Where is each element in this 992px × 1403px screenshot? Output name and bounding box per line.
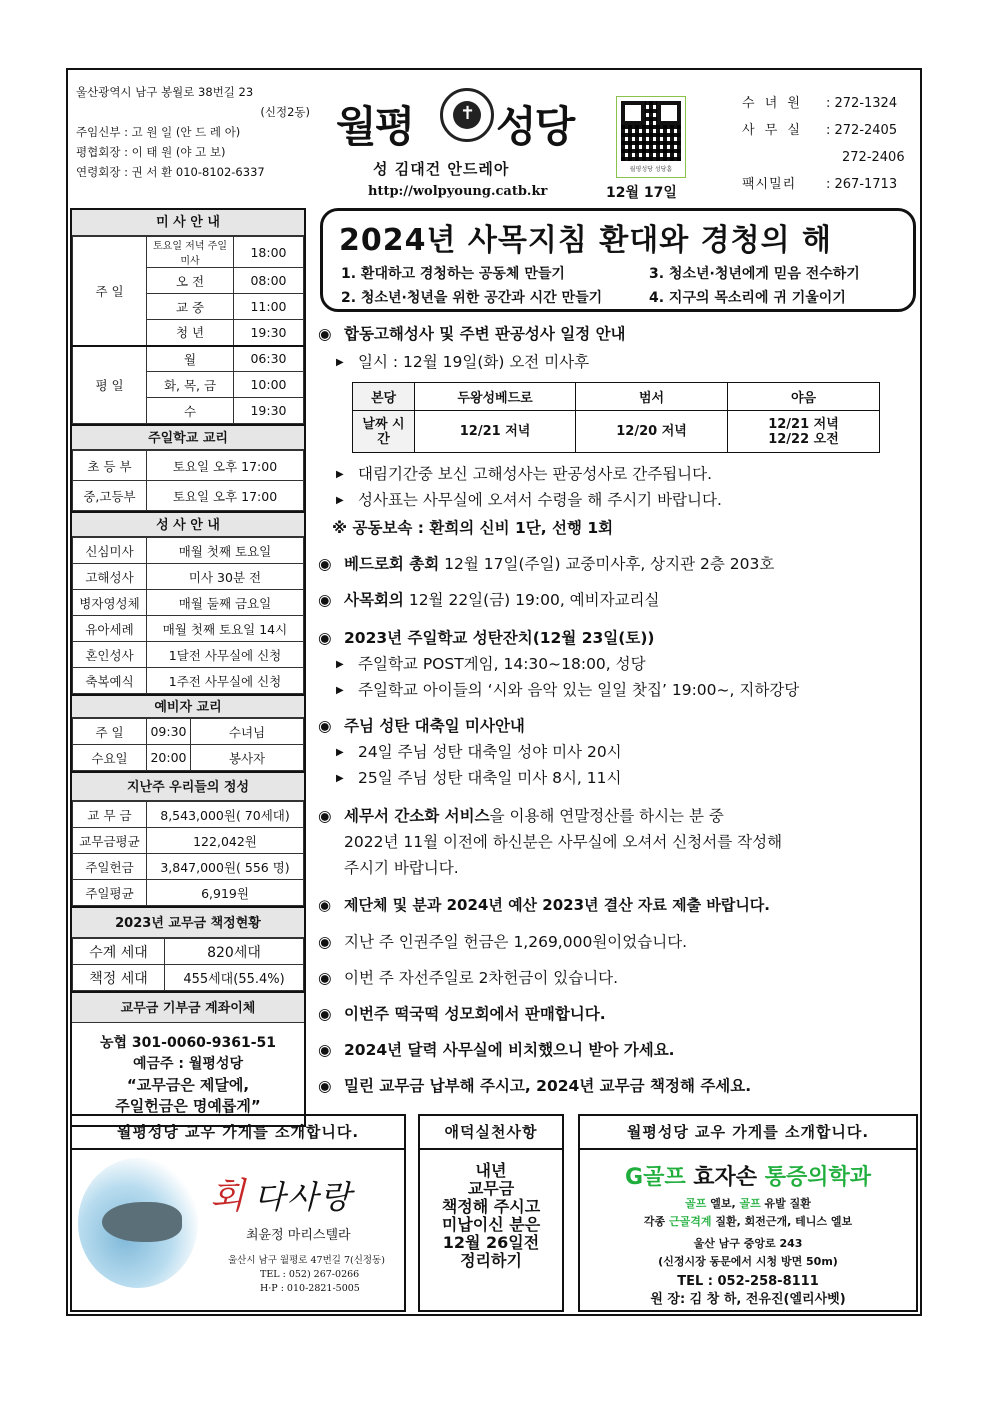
table-cell-line: 12/22 오전 bbox=[768, 431, 839, 447]
notice-bold: 사목회의 bbox=[344, 591, 404, 609]
bank-account: 농협 301-0060-9361-51 bbox=[100, 1035, 276, 1051]
notice-text: 합동고해성사 및 주변 판공성사 일정 안내 bbox=[344, 325, 626, 343]
notice-sub bbox=[336, 678, 799, 700]
shop1-name-a: 회 bbox=[210, 1176, 245, 1217]
notice-sub bbox=[336, 740, 622, 762]
offering-title: 지난주 우리들의 정성 bbox=[72, 771, 304, 801]
shop2-text: 유발 질환 bbox=[760, 1197, 811, 1210]
penance-note: ※ 공동보속 : 환희의 신비 1단, 선행 1회 bbox=[332, 519, 614, 537]
notice-item bbox=[318, 588, 660, 610]
shop2-text: 질환, 회전근개, 테니스 엘보 bbox=[711, 1215, 853, 1228]
shop2-highlight: 골프 bbox=[685, 1197, 707, 1210]
pastor: 주임신부 : 고 원 일 (안 드 레 아) bbox=[76, 125, 241, 139]
notice-sub-text: 24일 주님 성탄 대축일 성야 미사 20시 bbox=[358, 743, 622, 761]
contact-label bbox=[742, 144, 826, 171]
charity-line: 책정해 주시고 bbox=[441, 1197, 541, 1216]
contact-label: 팩시밀리 bbox=[742, 177, 797, 192]
notice-item bbox=[318, 966, 618, 988]
arrow-icon: ▶ bbox=[336, 495, 344, 506]
mass-time: 18:00 bbox=[234, 237, 304, 268]
table-cell-line: 12/21 저녁 bbox=[768, 416, 839, 432]
parish-address: 울산광역시 남구 봉월로 38번길 23 bbox=[76, 85, 254, 99]
sunday-school-title: 주일학교 교리 bbox=[72, 424, 304, 450]
offering-label: 교 무 금 bbox=[73, 802, 147, 828]
notice-text: 이번주 떡국떡 성모회에서 판매합니다. bbox=[344, 1005, 606, 1023]
offering-label: 교무금평균 bbox=[73, 828, 147, 854]
arrow-icon: ▶ bbox=[336, 357, 344, 368]
tithe-label: 수계 세대 bbox=[73, 939, 165, 965]
parish-logo bbox=[336, 88, 586, 158]
transfer-title: 교무금 기부금 계좌이체 bbox=[72, 991, 304, 1023]
church-seal-icon bbox=[440, 88, 494, 142]
mass-name: 오 전 bbox=[147, 268, 234, 294]
catechumen-time: 09:30 bbox=[147, 719, 191, 745]
catechumen-day: 주 일 bbox=[73, 719, 147, 745]
sunday-label: 주 일 bbox=[73, 237, 147, 346]
notice-text: 밀린 교무금 납부해 주시고, 2024년 교무금 책정해 주세요. bbox=[344, 1077, 752, 1095]
header-info bbox=[76, 82, 326, 182]
shop1-contact bbox=[228, 1254, 385, 1296]
notice-bold: 베드로회 총회 bbox=[344, 555, 440, 573]
fish-icon bbox=[102, 1202, 182, 1242]
bulletin-frame bbox=[66, 68, 922, 1316]
catechumen-teacher: 수녀님 bbox=[191, 719, 304, 745]
notice-sub-text: 성사표는 사무실에 오셔서 수령을 해 주시기 바랍니다. bbox=[358, 491, 722, 509]
notice-item bbox=[318, 322, 626, 344]
shop2-name-a: G골프 bbox=[625, 1165, 686, 1190]
notice-sub bbox=[336, 488, 722, 510]
bullet-icon: ◉ bbox=[318, 555, 332, 573]
notice-sub bbox=[336, 462, 712, 484]
bullet-icon: ◉ bbox=[318, 629, 332, 647]
sunday-school-table bbox=[72, 450, 304, 511]
bullet-icon: ◉ bbox=[318, 1041, 332, 1059]
shop-ad-header: 월평성당 교우 가게를 소개합니다. bbox=[72, 1116, 404, 1150]
sacrament-name: 혼인성사 bbox=[73, 642, 147, 668]
charity-line: 미납이신 분은 bbox=[441, 1215, 541, 1234]
mass-time: 06:30 bbox=[234, 346, 304, 372]
table-header: 두왕성베드로 bbox=[415, 383, 576, 411]
parish-url[interactable]: http://wolpyoung.catb.kr bbox=[368, 184, 548, 199]
weekday-label: 평 일 bbox=[73, 346, 147, 424]
notice-sub bbox=[336, 652, 646, 674]
school-group: 중,고등부 bbox=[73, 481, 147, 511]
shop1-name-b: 다사랑 bbox=[254, 1178, 353, 1216]
mass-schedule-title: 미 사 안 내 bbox=[72, 210, 304, 236]
tithe-value: 820세대 bbox=[165, 939, 304, 965]
shop2-highlight: 근골격계 bbox=[669, 1215, 712, 1228]
catechumen-teacher: 봉사자 bbox=[191, 745, 304, 771]
notice-item bbox=[318, 1038, 675, 1060]
sacrament-info: 매월 첫째 토요일 bbox=[147, 538, 304, 564]
tithe-label: 책정 세대 bbox=[73, 965, 165, 991]
charity-text bbox=[420, 1150, 562, 1270]
offering-value: 122,042원 bbox=[147, 828, 304, 854]
tithe-title: 2023년 교무금 책정현황 bbox=[72, 906, 304, 938]
shop2-line2 bbox=[580, 1213, 916, 1231]
mass-name: 교 중 bbox=[147, 294, 234, 320]
qr-caption: 월평성당 성당홈 bbox=[629, 166, 673, 173]
mass-name: 청 년 bbox=[147, 320, 234, 346]
notice-item bbox=[318, 552, 774, 574]
school-group: 초 등 부 bbox=[73, 451, 147, 481]
notice-item bbox=[318, 714, 525, 736]
table-cell: 12/20 저녁 bbox=[576, 411, 728, 453]
parish-name-part1: 월평 bbox=[336, 102, 414, 151]
bullet-icon: ◉ bbox=[318, 933, 332, 951]
notice-item bbox=[318, 894, 770, 915]
bullet-icon: ◉ bbox=[318, 325, 332, 343]
qr-code-icon bbox=[621, 101, 681, 161]
charity-line: 내년 bbox=[475, 1161, 507, 1180]
catechumen-table bbox=[72, 718, 304, 771]
bullet-icon: ◉ bbox=[318, 717, 332, 735]
contact-row bbox=[742, 90, 912, 117]
notice-text: 2023년 주일학교 성탄잔치(12월 23일(토)) bbox=[344, 629, 655, 647]
sacrament-name: 축복예식 bbox=[73, 668, 147, 694]
shop1-tel: TEL : 052) 267-0266 bbox=[260, 1269, 360, 1280]
sacrament-title: 성 사 안 내 bbox=[72, 511, 304, 537]
notice-item bbox=[318, 1002, 606, 1024]
offering-label: 주일평균 bbox=[73, 880, 147, 906]
notice-item bbox=[318, 930, 687, 952]
slogan-line2: 주일헌금은 명예롭게” bbox=[115, 1097, 261, 1115]
parish-name-part2: 성당 bbox=[496, 102, 574, 151]
bullet-icon: ◉ bbox=[318, 896, 332, 914]
offering-value: 8,543,000원( 70세대) bbox=[147, 802, 304, 828]
shop2-name-c: 통증의학과 bbox=[764, 1165, 871, 1190]
notice-text: 12월 22일(금) 19:00, 예비자교리실 bbox=[403, 591, 660, 609]
notice-text: 지난 주 인권주일 헌금은 1,269,000원이었습니다. bbox=[344, 933, 688, 951]
shop2-text: 각종 bbox=[643, 1215, 669, 1228]
theme-goal-1: 1. 환대하고 경청하는 공동체 만들기 bbox=[341, 266, 565, 282]
mass-time: 11:00 bbox=[234, 294, 304, 320]
contact-value: : 267-1713 bbox=[826, 177, 898, 192]
shop2-address: 울산 남구 중앙로 243 bbox=[693, 1237, 803, 1250]
shop1-hp: H·P : 010-2821-5005 bbox=[260, 1283, 360, 1294]
shop-ad-1 bbox=[70, 1114, 406, 1312]
table-cell: 12/21 저녁 bbox=[415, 411, 576, 453]
notice-continued: 주시기 바랍니다. bbox=[344, 859, 459, 877]
arrow-icon: ▶ bbox=[336, 685, 344, 696]
mass-time: 19:30 bbox=[234, 398, 304, 424]
bullet-icon: ◉ bbox=[318, 1077, 332, 1095]
shop2-content bbox=[580, 1160, 916, 1309]
shop-ad-header: 월평성당 교우 가게를 소개합니다. bbox=[580, 1116, 916, 1150]
mass-time: 08:00 bbox=[234, 268, 304, 294]
theme-title: 2024년 사목지침 환대와 경청의 해 bbox=[339, 223, 833, 258]
notice-item bbox=[318, 1074, 751, 1096]
notice-text: 12월 17일(주일) 교중미사후, 상지관 2층 203호 bbox=[439, 555, 775, 573]
parish-address-sub: (신정2동) bbox=[260, 105, 310, 119]
arrow-icon: ▶ bbox=[336, 469, 344, 480]
sacrament-info: 1주전 사무실에 신청 bbox=[147, 668, 304, 694]
notice-sub-text: 대림기간중 보신 고해성사는 판공성사로 간주됩니다. bbox=[358, 465, 713, 483]
shop2-doctor: 원 장: 김 창 하, 전유진(엘리사벳) bbox=[650, 1292, 846, 1307]
contact-value: : 272-2405 bbox=[826, 123, 898, 138]
offering-table bbox=[72, 801, 304, 906]
notice-sub-text: 25일 주님 성탄 대축일 미사 8시, 11시 bbox=[358, 769, 622, 787]
mass-time: 10:00 bbox=[234, 372, 304, 398]
bullet-icon: ◉ bbox=[318, 807, 332, 825]
notice-continued: 2022년 11월 이전에 하신분은 사무실에 오셔서 신청서를 작성해 bbox=[344, 833, 783, 851]
sacrament-name: 신심미사 bbox=[73, 538, 147, 564]
tithe-table bbox=[72, 938, 304, 991]
notice-sub-text: 주일학교 POST게임, 14:30~18:00, 성당 bbox=[358, 655, 646, 673]
arrow-icon: ▶ bbox=[336, 773, 344, 784]
account-holder: 예금주 : 월평성당 bbox=[132, 1056, 243, 1072]
school-time: 토요일 오후 17:00 bbox=[147, 451, 304, 481]
notice-text: 이번 주 자선주일로 2차헌금이 있습니다. bbox=[344, 969, 619, 987]
theme-goal-2: 2. 청소년·청년을 위한 공간과 시간 만들기 bbox=[341, 290, 603, 306]
confession-schedule-table bbox=[352, 382, 880, 453]
sidebar bbox=[70, 208, 306, 1127]
table-cell bbox=[728, 411, 880, 453]
offering-label: 주일헌금 bbox=[73, 854, 147, 880]
table-header: 본당 bbox=[353, 383, 415, 411]
qr-code[interactable] bbox=[616, 96, 686, 178]
mass-name: 월 bbox=[147, 346, 234, 372]
bulletin-date: 12월 17일 bbox=[606, 185, 677, 201]
shop2-name-b: 효자손 bbox=[693, 1165, 758, 1190]
patron-saint: 성 김대건 안드레아 bbox=[373, 160, 510, 178]
arrow-icon: ▶ bbox=[336, 747, 344, 758]
contact-label: 사 무 실 bbox=[742, 123, 803, 138]
shop2-name bbox=[580, 1160, 916, 1191]
catechumen-title: 예비자 교리 bbox=[72, 694, 304, 718]
contact-list bbox=[742, 90, 912, 198]
shop1-banner bbox=[78, 1158, 400, 1298]
notice-item bbox=[318, 626, 654, 648]
bullet-icon: ◉ bbox=[318, 591, 332, 609]
charity-box bbox=[418, 1114, 564, 1312]
table-header: 범서 bbox=[576, 383, 728, 411]
shop-ad-2 bbox=[578, 1114, 918, 1312]
notice-text: 제단체 및 분과 2024년 예산 2023년 결산 자료 제출 바랍니다. bbox=[344, 896, 770, 914]
sacrament-info: 미사 30분 전 bbox=[147, 564, 304, 590]
council-president: 평협회장 : 이 태 원 (야 고 보) bbox=[76, 145, 226, 159]
shop2-line1 bbox=[580, 1195, 916, 1213]
shop2-tel: TEL : 052-258-8111 bbox=[677, 1274, 819, 1289]
contact-value: : 272-1324 bbox=[826, 96, 898, 111]
contact-value: 272-2406 bbox=[842, 150, 905, 165]
shop1-address: 울산시 남구 월평로 47번길 7(신정동) bbox=[228, 1255, 385, 1266]
charity-line: 정리하기 bbox=[460, 1251, 522, 1270]
school-time: 토요일 오후 17:00 bbox=[147, 481, 304, 511]
tithe-value: 455세대(55.4%) bbox=[165, 965, 304, 991]
shop2-direction: (신정시장 동문에서 시청 방면 50m) bbox=[658, 1255, 838, 1268]
association-president: 연령회장 : 권 서 환 010-8102-6337 bbox=[76, 165, 265, 179]
notice-item bbox=[318, 804, 724, 826]
catechumen-day: 수요일 bbox=[73, 745, 147, 771]
shop2-text: 엘보, bbox=[706, 1197, 740, 1210]
bullet-icon: ◉ bbox=[318, 969, 332, 987]
sacrament-info: 매월 둘째 금요일 bbox=[147, 590, 304, 616]
sacrament-info: 매월 첫째 토요일 14시 bbox=[147, 616, 304, 642]
bullet-icon: ◉ bbox=[318, 1005, 332, 1023]
notice-sub-text: 일시 : 12월 19일(화) 오전 미사후 bbox=[358, 353, 590, 371]
sacrament-name: 병자영성체 bbox=[73, 590, 147, 616]
bank-info bbox=[72, 1023, 304, 1125]
notice-text: 주님 성탄 대축일 미사안내 bbox=[344, 717, 525, 735]
mass-schedule-table bbox=[72, 236, 304, 424]
notice-bold: 세무서 간소화 서비스 bbox=[344, 807, 490, 825]
sacrament-name: 유아세례 bbox=[73, 616, 147, 642]
charity-line: 12월 26일전 bbox=[442, 1233, 540, 1252]
shop2-highlight: 골프 bbox=[739, 1197, 761, 1210]
contact-label: 수 녀 원 bbox=[742, 96, 803, 111]
contact-row bbox=[742, 144, 912, 171]
mass-time: 19:30 bbox=[234, 320, 304, 346]
table-header: 야음 bbox=[728, 383, 880, 411]
notice-sub bbox=[336, 766, 621, 788]
sacrament-table bbox=[72, 537, 304, 694]
notice-text: 2024년 달력 사무실에 비치했으니 받아 가세요. bbox=[344, 1041, 675, 1059]
notice-text: 을 이용해 연말정산를 하시는 분 중 bbox=[489, 807, 724, 825]
mass-name: 수 bbox=[147, 398, 234, 424]
theme-goal-3: 3. 청소년·청년에게 믿음 전수하기 bbox=[649, 266, 860, 282]
offering-value: 3,847,000원( 556 명) bbox=[147, 854, 304, 880]
mass-name: 토요일 저녁 주일미사 bbox=[147, 237, 234, 268]
arrow-icon: ▶ bbox=[336, 659, 344, 670]
shop1-owner: 최윤정 마리스텔라 bbox=[246, 1228, 351, 1243]
contact-row bbox=[742, 117, 912, 144]
theme-goal-4: 4. 지구의 목소리에 귀 기울이기 bbox=[649, 290, 846, 306]
catechumen-time: 20:00 bbox=[147, 745, 191, 771]
slogan-line1: “교무금은 제달에, bbox=[126, 1076, 250, 1094]
contact-row bbox=[742, 171, 912, 198]
mass-name: 화, 목, 금 bbox=[147, 372, 234, 398]
charity-line: 교무금 bbox=[467, 1179, 515, 1198]
sacrament-name: 고해성사 bbox=[73, 564, 147, 590]
charity-header: 애덕실천사항 bbox=[420, 1116, 562, 1150]
notice-sub-text: 주일학교 아이들의 ‘시와 음악 있는 일일 찻집’ 19:00~, 지하강당 bbox=[358, 681, 800, 699]
table-row-label: 날짜 시간 bbox=[353, 411, 415, 453]
pastoral-theme-box bbox=[320, 208, 916, 312]
offering-value: 6,919원 bbox=[147, 880, 304, 906]
notice-sub bbox=[336, 350, 589, 372]
sacrament-info: 1달전 사무실에 신청 bbox=[147, 642, 304, 668]
